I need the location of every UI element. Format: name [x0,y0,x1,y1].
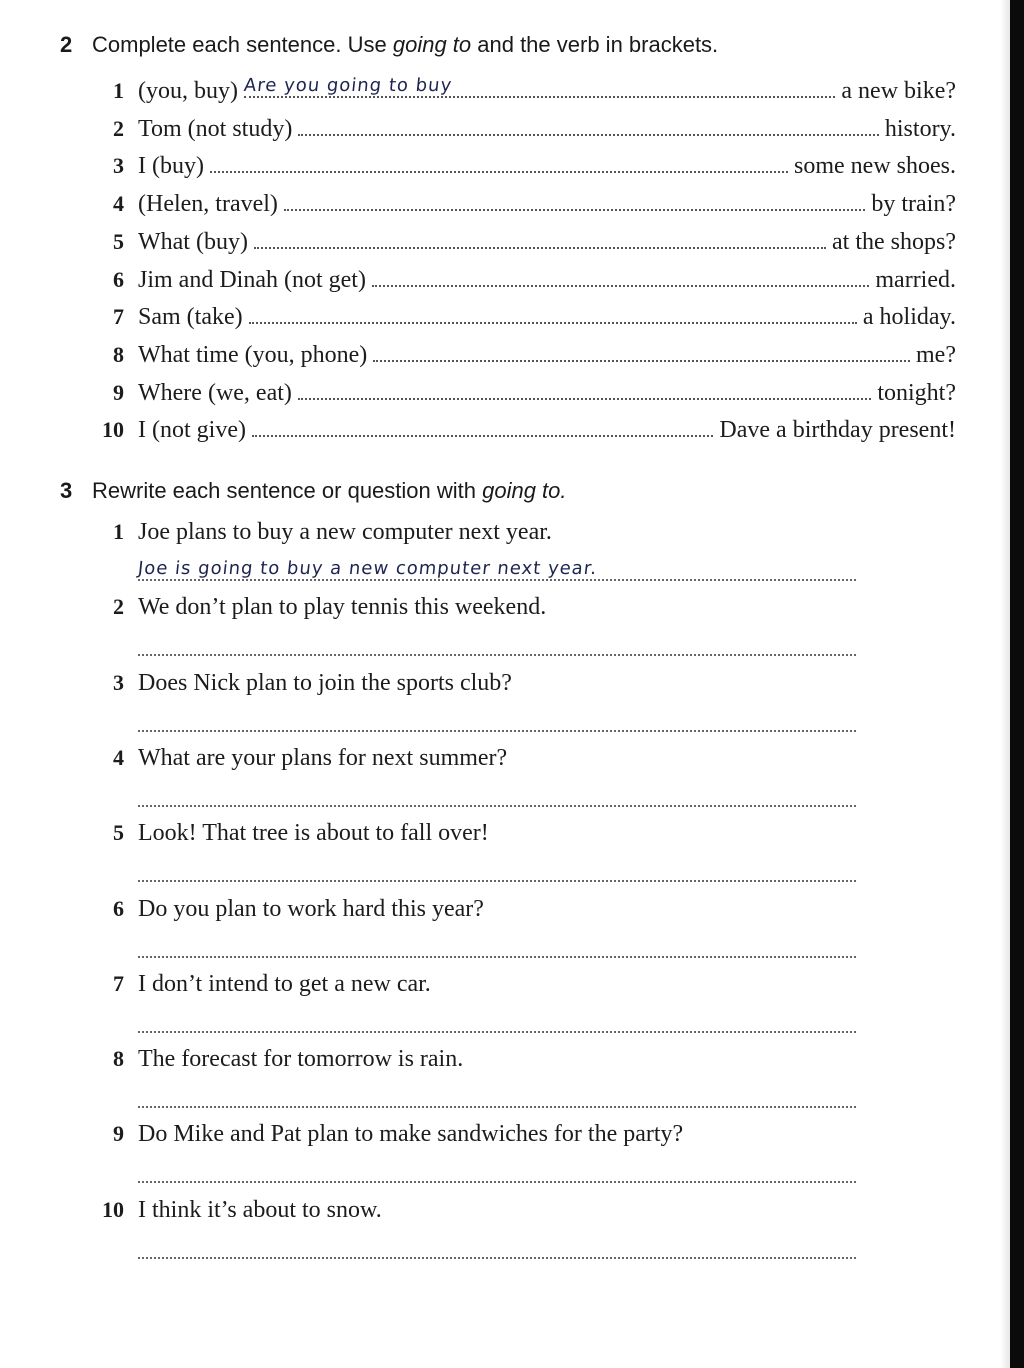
answer-blank[interactable] [242,75,835,98]
section-3-title-italic: going to. [482,478,567,503]
item-number: 1 [113,519,124,544]
exercise-2-item [90,116,956,146]
section-2-number: 2 [60,32,73,57]
item-number: 7 [113,304,124,330]
exercise-2-item [90,417,956,447]
answer-line[interactable] [138,936,856,958]
item-sentence: Do Mike and Pat plan to make sandwiches for the party? [138,1121,684,1148]
item-prompt: Jim and Dinah (not get) [138,266,366,293]
exercise-3-item [90,1121,956,1151]
section-3-heading [60,478,567,504]
item-number: 4 [113,744,124,770]
item-number: 10 [102,1196,124,1222]
item-number: 6 [113,895,124,921]
answer-line[interactable] [138,634,856,656]
item-prompt: (Helen, travel) [138,191,278,218]
exercise-3-item [90,820,956,850]
answer-blank[interactable] [298,116,879,136]
section-3-number: 3 [60,478,73,503]
exercise-2-item [90,191,956,221]
exercise-2-item [90,153,956,183]
section-2-heading [60,32,718,58]
item-sentence: I don’t intend to get a new car. [138,970,431,997]
item-number: 10 [102,417,124,443]
item-sentence: The forecast for tomorrow is rain. [138,1046,464,1073]
answer-blank[interactable] [252,417,713,437]
item-number: 8 [113,1046,124,1072]
exercise-2-item [90,267,956,297]
section-2-title-italic: going to [392,32,472,57]
item-sentence: Do you plan to work hard this year? [138,895,484,922]
answer-blank[interactable] [373,342,910,362]
page-edge [1010,0,1024,1368]
item-prompt: What time (you, phone) [138,341,368,368]
item-ending: some new shoes. [794,153,956,180]
answer-line[interactable] [138,860,856,882]
item-prompt: Sam (take) [138,304,243,331]
answer-blank[interactable] [372,267,869,287]
answer-line[interactable] [138,785,856,807]
answer-blank[interactable] [249,304,857,324]
exercise-3-item [90,971,956,1001]
section-3-title-a: Rewrite each sentence or question with [92,478,483,503]
exercise-3-item [90,896,956,926]
item-number: 2 [113,115,124,141]
item-number: 4 [113,191,124,217]
item-ending: by train? [871,191,956,218]
item-sentence: Look! That tree is about to fall over! [138,820,489,847]
answer-line[interactable] [138,1086,856,1108]
item-sentence: We don’t plan to play tennis this weekend. [138,594,547,621]
item-prompt: I (not give) [138,417,246,444]
exercise-3-item [90,519,956,579]
exercise-2-item [90,380,956,410]
answer-blank[interactable] [254,229,826,249]
handwritten-answer: Joe is going to buy a new computer next year. [136,558,599,579]
exercise-2-item [90,75,956,108]
item-number: 5 [113,820,124,846]
exercise-3-item [90,745,956,775]
exercise-2-item [90,304,956,334]
item-number: 2 [113,594,124,620]
answer-blank[interactable] [210,153,788,173]
item-prompt: Tom (not study) [138,115,293,142]
answer-line[interactable] [138,1237,856,1259]
item-number: 1 [113,78,124,103]
answer-line[interactable] [138,1011,856,1033]
item-sentence: I think it’s about to snow. [138,1196,382,1223]
item-ending: married. [875,266,956,293]
exercise-2-item [90,342,956,372]
item-ending: a holiday. [862,304,956,331]
item-number: 8 [113,341,124,367]
page-edge-shadow [1000,0,1010,1368]
item-sentence: What are your plans for next summer? [138,744,508,771]
item-number: 5 [113,228,124,254]
item-number: 7 [113,970,124,996]
answer-line[interactable] [138,559,856,581]
item-number: 9 [113,379,124,405]
item-number: 3 [113,669,124,695]
item-ending: Dave a birthday present! [719,417,956,444]
answer-line[interactable] [138,1161,856,1183]
item-sentence: Joe plans to buy a new computer next year. [138,519,552,545]
item-sentence: Does Nick plan to join the sports club? [138,669,512,696]
answer-blank[interactable] [284,191,865,211]
item-number: 9 [113,1121,124,1147]
exercise-3-item [90,1197,956,1227]
item-number: 6 [113,266,124,292]
item-prompt: I (buy) [138,153,204,180]
item-ending: history. [884,115,956,142]
answer-line[interactable] [138,710,856,732]
item-prompt: What (buy) [138,228,248,255]
answer-blank[interactable] [298,380,871,400]
exercise-2-item [90,229,956,259]
item-ending: at the shops? [832,228,956,255]
item-ending: a new bike? [841,78,956,104]
exercise-3-item [90,1046,956,1076]
section-2-title-b: and the verb in brackets. [471,32,719,57]
item-prompt: Where (we, eat) [138,379,292,406]
item-prompt: (you, buy) [138,78,238,104]
exercise-3-item [90,670,956,700]
item-ending: tonight? [877,379,956,406]
exercise-3-item [90,594,956,624]
item-ending: me? [916,341,956,368]
item-number: 3 [113,153,124,179]
handwritten-answer: Are you going to buy [242,75,454,96]
section-2-title-a: Complete each sentence. Use [92,32,393,57]
